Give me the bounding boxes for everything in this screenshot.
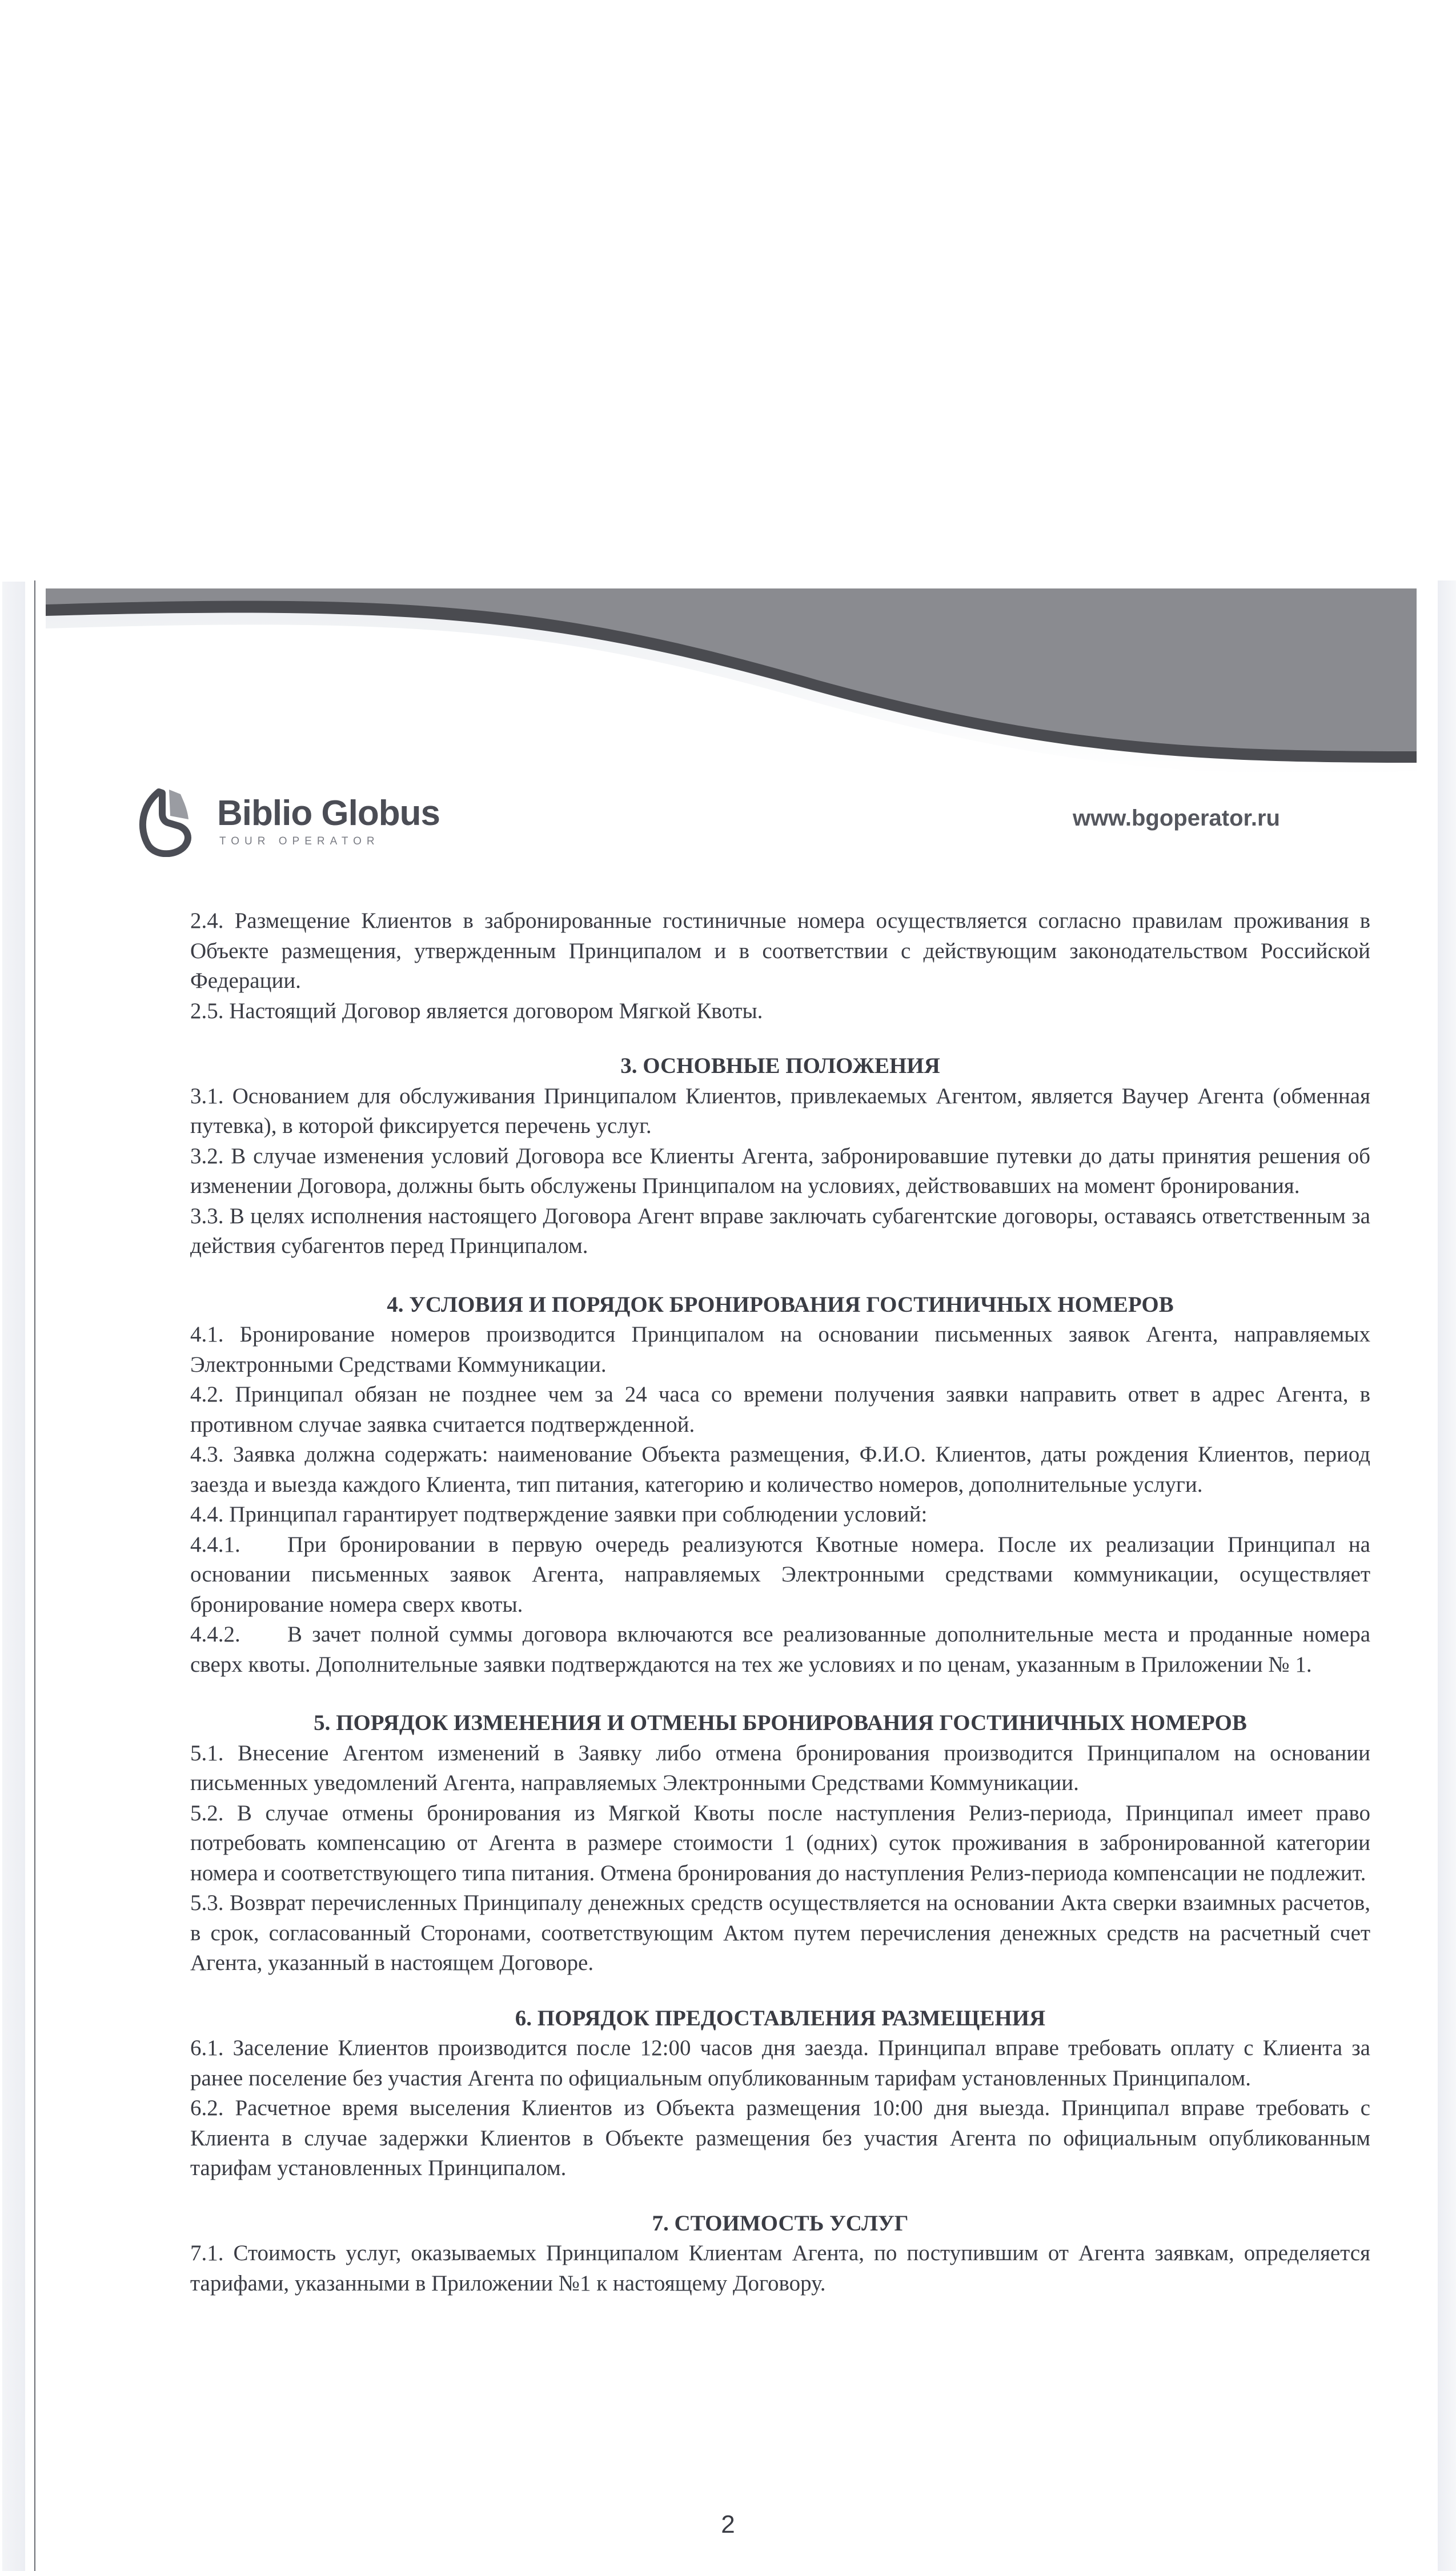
- section-5-title: 5. ПОРЯДОК ИЗМЕНЕНИЯ И ОТМЕНЫ БРОНИРОВАНИЯ ГОСТИНИЧНЫХ НОМЕРОВ: [314, 1711, 1247, 1735]
- logo-mark-icon: [136, 788, 204, 857]
- section-6-title: 6. ПОРЯДОК ПРЕДОСТАВЛЕНИЯ РАЗМЕЩЕНИЯ: [515, 2005, 1046, 2031]
- clause-4-4-1-text: При бронировании в первую очередь реализуются Квотные номера. После их реализации Принципал на основании письменных заявок Агента, направляемых Электронными средствами коммуникации, осуществляет бронирование номера сверх квоты.: [190, 1532, 1370, 1617]
- clause-3-2: 3.2. В случае изменения условий Договора все Клиенты Агента, забронировавшие путевки до даты принятия решения об изменении Договора, должны быть обслужены Принципалом на условиях, действовавших на момент бронирования.: [190, 1143, 1370, 1198]
- section-7-title: 7. СТОИМОСТЬ УСЛУГ: [652, 2210, 909, 2236]
- clause-4-1: 4.1. Бронирование номеров производится Принципалом на основании письменных заявок Агента, направляемых Электронными Средствами Коммуникации.: [190, 1322, 1370, 1377]
- section-3-title: 3. ОСНОВНЫЕ ПОЛОЖЕНИЯ: [620, 1054, 940, 1078]
- website-link[interactable]: www.bgoperator.ru: [1073, 806, 1280, 831]
- clause-6-2: 6.2. Расчетное время выселения Клиентов из Объекта размещения 10:00 дня выезда. Принципал вправе требовать с Клиента в случае задержки Клиентов в Объекте размещения без участия Агента по официальным опубликованным тарифам установленных Принципалом.: [190, 2096, 1370, 2180]
- page-number: 2: [721, 2510, 735, 2538]
- clause-7-1: 7.1. Стоимость услуг, оказываемых Принципалом Клиентам Агента, по поступившим от Агента заявкам, определяется тарифами, указанными в Приложении №1 к настоящему Договору.: [190, 2241, 1370, 2296]
- clause-4-2: 4.2. Принципал обязан не позднее чем за 24 часа со времени получения заявки направить ответ в адрес Агента, в противном случае заявка считается подтвержденной.: [190, 1382, 1370, 1437]
- clause-4-4-1: [190, 1530, 1370, 1620]
- clause-6-1: 6.1. Заселение Клиентов производится после 12:00 часов дня заезда. Принципал вправе требовать оплату с Клиента за ранее поселение без участия Агента по официальным опубликованным тарифам установленных Принципалом.: [190, 2036, 1370, 2091]
- clause-5-3: 5.3. Возврат перечисленных Принципалу денежных средств осуществляется на основании Акта сверки взаимных расчетов, в срок, согласованный Сторонами, соответствующим Актом путем перечисления денежных средств на расчетный счет Агента, указанный в настоящем Договоре.: [190, 1891, 1370, 1975]
- clause-4-4-2: [190, 1620, 1370, 1680]
- clause-2-5: 2.5. Настоящий Договор является договором Мягкой Квоты.: [190, 998, 763, 1023]
- document-body: [190, 906, 1370, 2298]
- clause-4-3: 4.3. Заявка должна содержать: наименование Объекта размещения, Ф.И.О. Клиентов, даты рождения Клиентов, период заезда и выезда каждого Клиента, тип питания, категорию и количество номеров, дополнительные услуги.: [190, 1442, 1370, 1497]
- clause-4-4: 4.4. Принципал гарантирует подтверждение заявки при соблюдении условий:: [190, 1502, 928, 1527]
- biblio-globus-logo: [136, 788, 479, 857]
- clause-4-4-2-text: В зачет полной суммы договора включаются все реализованные дополнительные места и проданные номера сверх квоты. Дополнительные заявки подтверждаются на тех же условиях и по ценам, указанным в Приложении № 1.: [190, 1622, 1370, 1677]
- clause-3-1: 3.1. Основанием для обслуживания Принципалом Клиентов, привлекаемых Агентом, является Ваучер Агента (обменная путевка), в которой фиксируется перечень услуг.: [190, 1083, 1370, 1138]
- clause-2-4: 2.4. Размещение Клиентов в забронированные гостиничные номера осуществляется согласно правилам проживания в Объекте размещения, утвержденным Принципалом и в соответствии с действующим законодательством Российской Федерации.: [190, 908, 1370, 993]
- clause-5-1: 5.1. Внесение Агентом изменений в Заявку либо отмена бронирования производится Принципалом на основании письменных уведомлений Агента, направляемых Электронными Средствами Коммуникации.: [190, 1740, 1370, 1795]
- logo-subtitle: TOUR OPERATOR: [219, 835, 380, 847]
- page-border-line: [34, 580, 35, 2571]
- scan-edge-left: [2, 582, 25, 2571]
- scan-edge-right: [1438, 580, 1456, 2571]
- section-4-title: 4. УСЛОВИЯ И ПОРЯДОК БРОНИРОВАНИЯ ГОСТИНИЧНЫХ НОМЕРОВ: [387, 1292, 1174, 1317]
- clause-4-4-1-number: 4.4.1.: [190, 1532, 240, 1557]
- clause-4-4-2-number: 4.4.2.: [190, 1622, 240, 1647]
- clause-3-3: 3.3. В целях исполнения настоящего Договора Агент вправе заключать субагентские договоры, оставаясь ответственным за действия субагентов перед Принципалом.: [190, 1203, 1370, 1258]
- clause-5-2: 5.2. В случае отмены бронирования из Мягкой Квоты после наступления Релиз-периода, Принципал имеет право потребовать компенсацию от Агента в размере стоимости 1 (одних) суток проживания в забронированной категории номера и соответствующего типа питания. Отмена бронирования до наступления Релиз-периода компенсации не подлежит.: [190, 1800, 1370, 1885]
- header-wave-banner: [46, 588, 1417, 777]
- logo-name: Biblio Globus: [217, 794, 440, 833]
